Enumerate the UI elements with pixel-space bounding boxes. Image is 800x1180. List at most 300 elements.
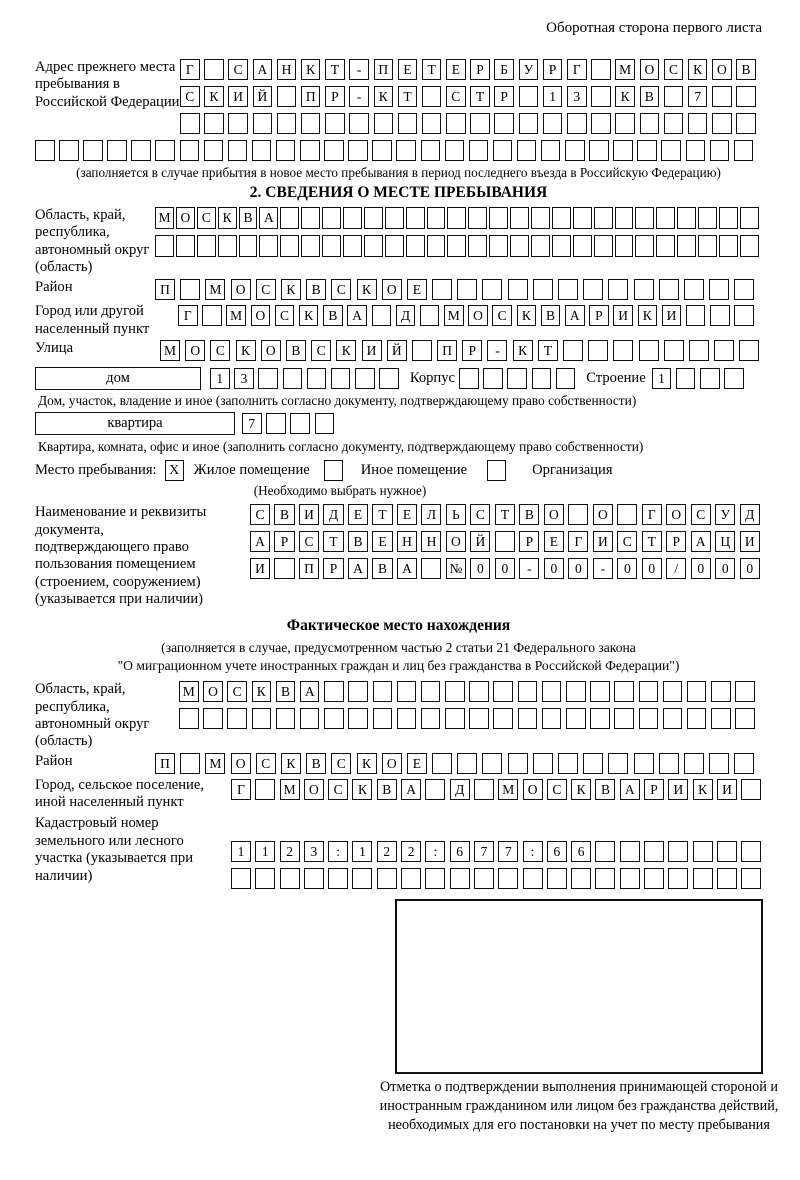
char-box — [468, 207, 487, 229]
char-box: К — [615, 86, 635, 107]
char-box — [507, 368, 527, 389]
char-box: В — [306, 279, 326, 300]
char-box: 1 — [231, 841, 251, 862]
char-box: Г — [178, 305, 198, 326]
char-box — [686, 305, 706, 326]
char-box: С — [227, 681, 247, 702]
char-box — [397, 681, 417, 702]
char-box — [508, 279, 528, 300]
char-box: О — [261, 340, 281, 361]
char-box: С — [299, 531, 319, 552]
char-box — [495, 531, 515, 552]
char-box: А — [250, 531, 270, 552]
char-box: И — [740, 531, 760, 552]
char-box — [180, 113, 200, 134]
char-box — [324, 708, 344, 729]
char-box: Т — [538, 340, 558, 361]
char-box: М — [444, 305, 464, 326]
char-box — [709, 753, 729, 774]
char-box — [523, 868, 543, 889]
char-box — [591, 113, 611, 134]
char-box: С — [547, 779, 567, 800]
char-box — [493, 140, 513, 161]
char-box — [493, 708, 513, 729]
char-box — [687, 681, 707, 702]
char-box: Н — [397, 531, 417, 552]
char-box — [664, 113, 684, 134]
char-box: О — [185, 340, 205, 361]
char-box: О — [231, 753, 251, 774]
doc-field — [35, 504, 762, 608]
stamp-area — [395, 899, 763, 1074]
char-box — [349, 113, 369, 134]
char-box — [719, 235, 738, 257]
char-box — [401, 868, 421, 889]
char-box — [639, 708, 659, 729]
char-box — [315, 413, 335, 434]
char-box: М — [280, 779, 300, 800]
char-box — [421, 558, 441, 579]
char-box: Е — [446, 59, 466, 80]
checkbox-residential: X — [165, 460, 184, 481]
char-box: Д — [396, 305, 416, 326]
checkbox-other-premises — [324, 460, 343, 481]
char-box — [304, 868, 324, 889]
char-box — [556, 368, 576, 389]
char-box — [180, 279, 200, 300]
doc-row-1 — [250, 504, 760, 525]
char-box — [203, 708, 223, 729]
char-box: М — [205, 753, 225, 774]
char-box: М — [160, 340, 180, 361]
char-box — [573, 207, 592, 229]
char-box — [432, 279, 452, 300]
char-box: И — [299, 504, 319, 525]
char-box — [519, 86, 539, 107]
char-box: Г — [642, 504, 662, 525]
cadastre-row-1 — [231, 841, 761, 862]
char-box — [558, 753, 578, 774]
char-box: С — [256, 753, 276, 774]
char-box — [372, 305, 392, 326]
page-side-note: Оборотная сторона первого листа — [546, 20, 762, 36]
char-box — [736, 113, 756, 134]
char-box: С — [328, 779, 348, 800]
cadastre-row-2 — [231, 868, 761, 889]
char-box — [300, 140, 320, 161]
char-box: Е — [407, 753, 427, 774]
region-field — [35, 207, 762, 276]
char-box: Д — [323, 504, 343, 525]
char-box — [688, 113, 708, 134]
char-box — [634, 279, 654, 300]
char-box: О — [304, 779, 324, 800]
char-box — [717, 868, 737, 889]
char-box: № — [446, 558, 466, 579]
char-box: Й — [253, 86, 273, 107]
char-box — [693, 868, 713, 889]
char-box: : — [523, 841, 543, 862]
char-box — [322, 235, 341, 257]
city-row — [178, 305, 754, 338]
char-box: Т — [398, 86, 418, 107]
char-box: А — [397, 558, 417, 579]
char-box: Р — [519, 531, 539, 552]
char-box: К — [357, 753, 377, 774]
char-box: О — [712, 59, 732, 80]
char-box: А — [401, 779, 421, 800]
char-box — [595, 841, 615, 862]
char-box — [176, 235, 195, 257]
char-box — [494, 113, 514, 134]
char-box — [155, 235, 174, 257]
actual-city-label: Город, сельское поселение, иной населенный пункт — [35, 776, 204, 811]
char-box: К — [281, 279, 301, 300]
prev-address-caption: (заполняется в случае прибытия в новое место пребывания в период последнего въезда в Российскую Федерацию) — [76, 165, 721, 180]
char-box — [373, 681, 393, 702]
char-box: О — [176, 207, 195, 229]
char-box — [741, 779, 761, 800]
char-box: В — [372, 558, 392, 579]
char-box: Р — [494, 86, 514, 107]
char-box — [276, 140, 296, 161]
actual-region-field — [35, 681, 762, 750]
char-box — [301, 235, 320, 257]
char-box: К — [571, 779, 591, 800]
char-box: С — [228, 59, 248, 80]
prev-address-label: Адрес прежнего места пребывания в Российской Федерации — [35, 59, 180, 110]
char-box: К — [299, 305, 319, 326]
char-box: С — [275, 305, 295, 326]
char-box: А — [620, 779, 640, 800]
char-box — [711, 708, 731, 729]
char-box — [59, 140, 79, 161]
doc-row-3 — [250, 558, 760, 579]
char-box: О — [203, 681, 223, 702]
char-box — [231, 868, 251, 889]
char-box: Р — [666, 531, 686, 552]
apartment-number-boxes — [242, 413, 334, 434]
street-row — [160, 340, 759, 361]
street-field — [35, 340, 762, 361]
char-box: В — [640, 86, 660, 107]
stay-type-hint: (Необходимо выбрать нужное) — [253, 483, 427, 499]
char-box: Й — [470, 531, 490, 552]
char-box — [469, 140, 489, 161]
char-box — [566, 681, 586, 702]
char-box — [422, 113, 442, 134]
char-box: Г — [568, 531, 588, 552]
char-box — [457, 279, 477, 300]
char-box — [364, 235, 383, 257]
char-box: М — [226, 305, 246, 326]
char-box: 0 — [642, 558, 662, 579]
char-box — [482, 279, 502, 300]
char-box — [83, 140, 103, 161]
char-box: С — [331, 753, 351, 774]
char-box: К — [374, 86, 394, 107]
char-box: О — [382, 753, 402, 774]
char-box — [518, 708, 538, 729]
char-box: В — [595, 779, 615, 800]
char-box — [348, 140, 368, 161]
char-box: В — [286, 340, 306, 361]
char-box — [277, 86, 297, 107]
cadastre-field — [35, 815, 762, 889]
char-box: 1 — [543, 86, 563, 107]
char-box — [276, 708, 296, 729]
char-box — [218, 235, 237, 257]
cadastre-rows — [231, 841, 761, 889]
char-box — [372, 140, 392, 161]
actual-location-note-2: "О миграционном учете иностранных граждан и лиц без гражданства в Российской Федерации") — [117, 658, 680, 674]
char-box: К — [352, 779, 372, 800]
region-row-1 — [155, 207, 759, 229]
char-box: Е — [544, 531, 564, 552]
char-box — [698, 235, 717, 257]
char-box: : — [425, 841, 445, 862]
char-box: С — [256, 279, 276, 300]
char-box — [204, 59, 224, 80]
char-box — [687, 708, 707, 729]
char-box: А — [565, 305, 585, 326]
char-box: Л — [421, 504, 441, 525]
char-box: В — [519, 504, 539, 525]
char-box — [519, 113, 539, 134]
char-box — [301, 113, 321, 134]
char-box: С — [664, 59, 684, 80]
char-box — [343, 207, 362, 229]
char-box: Т — [325, 59, 345, 80]
char-box: П — [299, 558, 319, 579]
char-box: Е — [348, 504, 368, 525]
char-box — [445, 140, 465, 161]
char-box: П — [155, 753, 175, 774]
char-box — [422, 86, 442, 107]
house-word-box: дом — [35, 367, 201, 390]
char-box — [35, 140, 55, 161]
char-box: А — [259, 207, 278, 229]
char-box: П — [301, 86, 321, 107]
char-box: 1 — [652, 368, 672, 389]
char-box — [590, 681, 610, 702]
char-box: С — [210, 340, 230, 361]
char-box: 3 — [234, 368, 254, 389]
char-box: 1 — [352, 841, 372, 862]
char-box — [684, 279, 704, 300]
char-box — [180, 140, 200, 161]
char-box — [734, 753, 754, 774]
char-box — [583, 753, 603, 774]
char-box — [684, 753, 704, 774]
char-box — [364, 207, 383, 229]
char-box — [266, 413, 286, 434]
char-box: К — [688, 59, 708, 80]
char-box — [689, 340, 709, 361]
char-box — [567, 113, 587, 134]
char-box — [735, 681, 755, 702]
char-box — [635, 235, 654, 257]
char-box — [227, 708, 247, 729]
char-box — [483, 368, 503, 389]
char-box — [588, 340, 608, 361]
doc-rows — [250, 504, 760, 608]
char-box: В — [239, 207, 258, 229]
city-field — [35, 303, 762, 338]
char-box — [489, 235, 508, 257]
char-box: О — [666, 504, 686, 525]
char-box: В — [306, 753, 326, 774]
char-box — [517, 140, 537, 161]
char-box: 0 — [715, 558, 735, 579]
char-box — [239, 235, 258, 257]
char-box: 0 — [495, 558, 515, 579]
char-box: Р — [325, 86, 345, 107]
district-label: Район — [35, 279, 73, 296]
char-box — [450, 868, 470, 889]
char-box — [259, 235, 278, 257]
char-box — [447, 235, 466, 257]
actual-region-label: Область, край, республика, автономный округ (область) — [35, 681, 150, 750]
char-box — [324, 681, 344, 702]
option-other-premises-label: Иное помещение — [360, 462, 468, 479]
char-box — [573, 235, 592, 257]
char-box: 0 — [617, 558, 637, 579]
char-box — [614, 708, 634, 729]
char-box — [710, 305, 730, 326]
char-box — [639, 340, 659, 361]
char-box — [469, 681, 489, 702]
char-box — [709, 279, 729, 300]
char-box: - — [349, 59, 369, 80]
char-box — [474, 868, 494, 889]
char-box — [482, 753, 502, 774]
actual-region-rows — [179, 681, 755, 750]
char-box: 7 — [474, 841, 494, 862]
char-box — [552, 207, 571, 229]
char-box — [613, 340, 633, 361]
char-box — [489, 207, 508, 229]
char-box: У — [715, 504, 735, 525]
char-box — [427, 235, 446, 257]
prev-address-row-1 — [180, 59, 756, 80]
char-box — [620, 868, 640, 889]
char-box — [328, 868, 348, 889]
char-box: М — [179, 681, 199, 702]
char-box — [373, 708, 393, 729]
char-box — [228, 113, 248, 134]
char-box — [280, 868, 300, 889]
char-box — [594, 235, 613, 257]
char-box — [717, 841, 737, 862]
char-box — [542, 681, 562, 702]
char-box — [659, 753, 679, 774]
char-box: В — [323, 305, 343, 326]
region-label: Область, край, республика, автономный округ (область) — [35, 207, 150, 276]
char-box — [656, 235, 675, 257]
char-box: К — [638, 305, 658, 326]
char-box — [300, 708, 320, 729]
char-box — [307, 368, 327, 389]
char-box: К — [236, 340, 256, 361]
char-box — [613, 140, 633, 161]
char-box — [615, 207, 634, 229]
char-box — [343, 235, 362, 257]
char-box — [664, 86, 684, 107]
char-box: В — [274, 504, 294, 525]
char-box: С — [492, 305, 512, 326]
char-box — [324, 140, 344, 161]
char-box: Р — [462, 340, 482, 361]
char-box: А — [691, 531, 711, 552]
char-box — [634, 753, 654, 774]
char-box — [253, 113, 273, 134]
char-box — [397, 708, 417, 729]
option-organization-label: Организация — [532, 462, 613, 479]
char-box: К — [336, 340, 356, 361]
char-box — [457, 753, 477, 774]
char-box — [710, 140, 730, 161]
prev-address-field — [35, 59, 762, 134]
house-row — [35, 367, 762, 390]
char-box: А — [348, 558, 368, 579]
char-box: В — [541, 305, 561, 326]
char-box: 6 — [450, 841, 470, 862]
char-box: Р — [589, 305, 609, 326]
char-box — [445, 708, 465, 729]
char-box: - — [593, 558, 613, 579]
actual-district-label: Район — [35, 752, 73, 769]
char-box: 7 — [688, 86, 708, 107]
actual-city-field — [35, 777, 762, 812]
actual-location-heading: Фактическое место нахождения — [286, 617, 511, 635]
korpus-boxes — [459, 368, 575, 389]
char-box — [543, 113, 563, 134]
stamp-caption: Отметка о подтверждении выполнения принимающей стороной и иностранным гражданином или лицом без гражданства действий, необходимых для его постановки на учет по месту пребывания — [379, 1079, 779, 1134]
char-box — [459, 368, 479, 389]
char-box: К — [281, 753, 301, 774]
char-box — [668, 841, 688, 862]
char-box — [445, 681, 465, 702]
char-box: О — [640, 59, 660, 80]
char-box — [348, 708, 368, 729]
char-box — [301, 207, 320, 229]
char-box — [644, 868, 664, 889]
char-box: Е — [397, 504, 417, 525]
char-box — [693, 841, 713, 862]
char-box: Р — [543, 59, 563, 80]
char-box: С — [617, 531, 637, 552]
char-box — [533, 279, 553, 300]
house-caption: Дом, участок, владение и иное (заполнить согласно документу, подтверждающему право собственности) — [38, 393, 637, 409]
char-box: Т — [372, 504, 392, 525]
char-box — [590, 708, 610, 729]
actual-region-row-1 — [179, 681, 755, 702]
char-box — [179, 708, 199, 729]
char-box — [589, 140, 609, 161]
char-box — [180, 753, 200, 774]
char-box — [425, 779, 445, 800]
street-label: Улица — [35, 340, 74, 357]
char-box — [714, 340, 734, 361]
char-box: А — [300, 681, 320, 702]
char-box — [385, 207, 404, 229]
char-box — [425, 868, 445, 889]
char-box — [280, 207, 299, 229]
char-box: Т — [470, 86, 490, 107]
char-box — [565, 140, 585, 161]
char-box — [558, 279, 578, 300]
